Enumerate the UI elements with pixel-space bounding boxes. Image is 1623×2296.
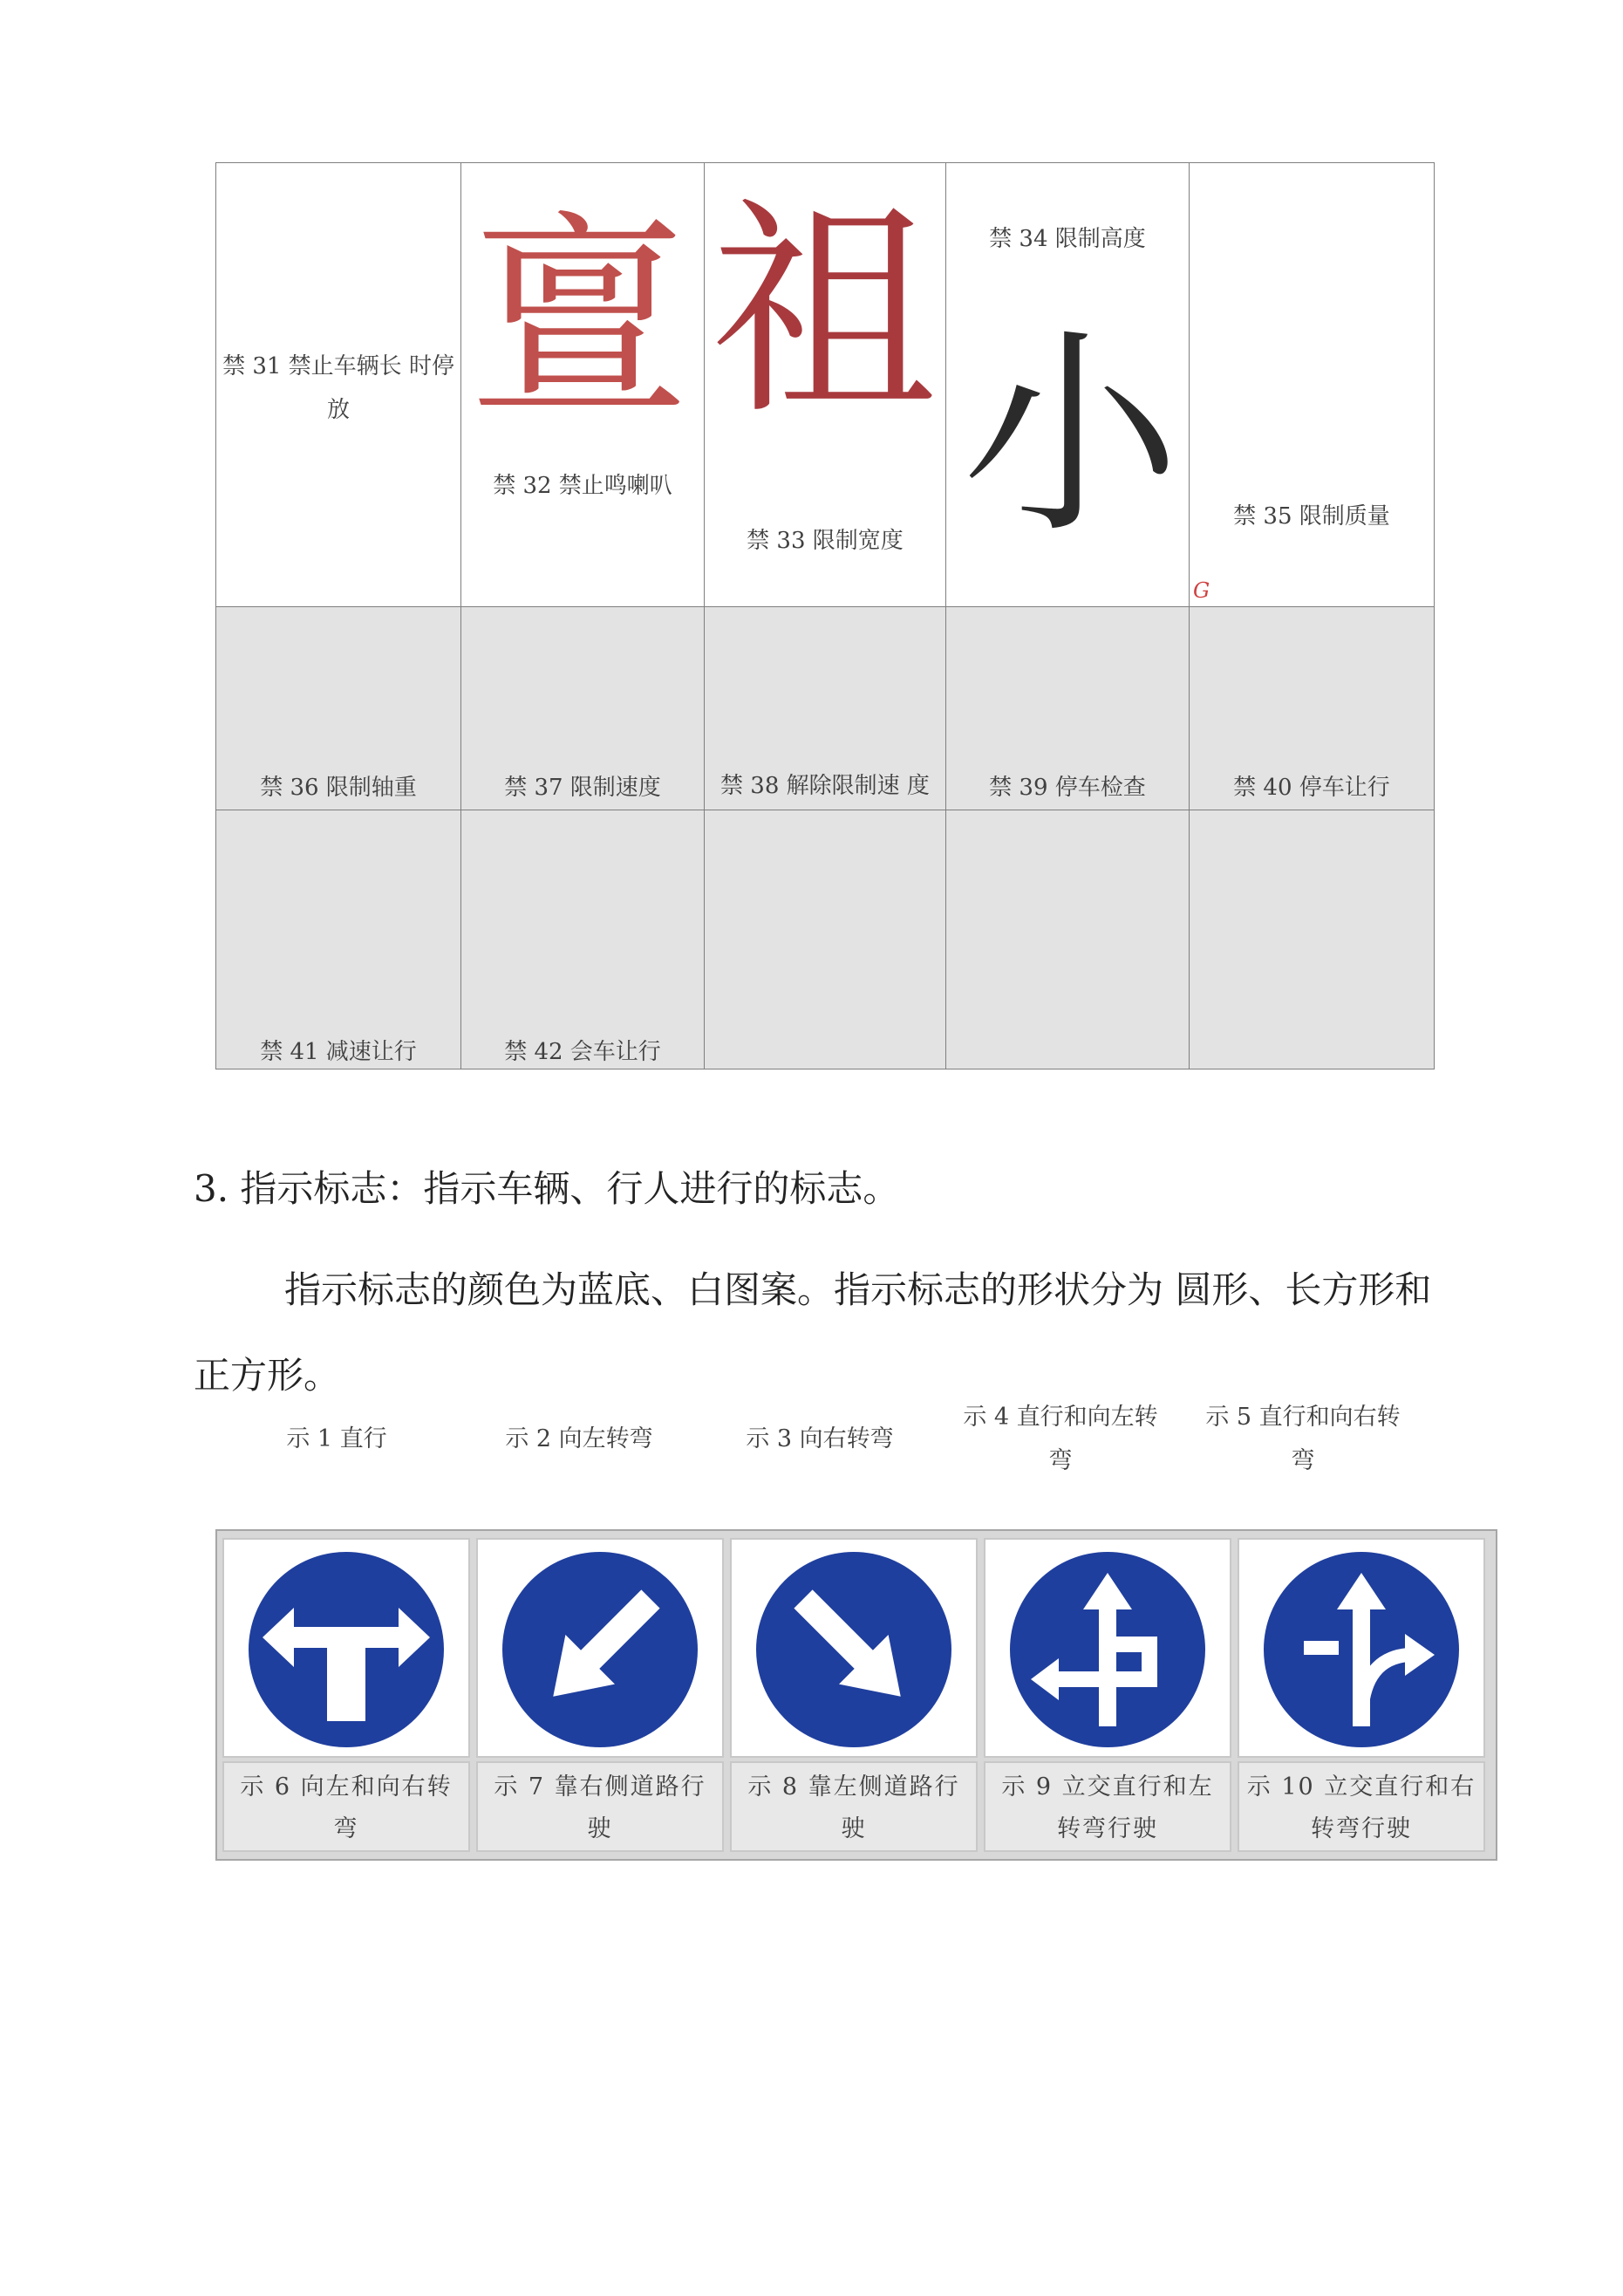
sign-caption: 禁 34 限制高度 — [989, 226, 1146, 252]
sign-cell-39 — [945, 607, 1189, 810]
sign-cell-31 — [216, 163, 461, 607]
sign-caption: 禁 36 限制轴重 — [260, 775, 417, 801]
indicative-label: 示 1 直行 — [286, 1425, 387, 1452]
left-and-right-turn-icon — [240, 1547, 453, 1753]
sign-cell-33 — [705, 163, 946, 607]
sign-caption: 禁 38 解除限制速 度 — [720, 773, 930, 799]
sign-caption: 示 9 立交直行和左转弯行驶 — [984, 1761, 1231, 1852]
sign-caption: 示 7 靠右侧道路行驶 — [476, 1761, 724, 1852]
sign-cell-34 — [945, 163, 1189, 607]
sign-cell-35 — [1189, 163, 1434, 607]
sign-image-cell — [476, 1538, 724, 1758]
sign-cell-38 — [705, 607, 946, 810]
indicative-label: 示 2 向左转弯 — [505, 1425, 653, 1452]
sign-glyph: 亶 — [470, 190, 689, 444]
indicative-label-row — [215, 1396, 1435, 1474]
sign-caption: 禁 41 减速让行 — [260, 1039, 417, 1065]
empty-cell — [1189, 810, 1434, 1069]
sign-glyph: 小 — [961, 309, 1180, 563]
sign-caption: 禁 37 限制速度 — [504, 775, 661, 801]
indicative-label: 示 5 直行和向右转弯 — [1205, 1404, 1401, 1474]
section-heading: 3. 指示标志：指示车辆、行人进行的标志。 — [194, 1167, 900, 1210]
sign-cell-32 — [461, 163, 705, 607]
sign-caption: 禁 33 限制宽度 — [747, 528, 904, 554]
section-paragraph: 指示标志的颜色为蓝底、白图案。指示标志的形状分为 圆形、长方形和正方形。 — [194, 1268, 1432, 1397]
sign-image-cell — [730, 1538, 978, 1758]
sign-caption: 禁 39 停车检查 — [989, 775, 1146, 801]
sign-image-cell — [222, 1538, 470, 1758]
sign-mark: G — [1192, 578, 1210, 603]
empty-cell — [705, 810, 946, 1069]
sign-cell-40 — [1189, 607, 1434, 810]
sign-cell-37 — [461, 607, 705, 810]
interchange-straight-right-icon — [1255, 1547, 1468, 1753]
keep-right-icon — [494, 1547, 706, 1753]
sign-caption: 禁 35 限制质量 — [1233, 503, 1390, 530]
sign-image-cell — [984, 1538, 1231, 1758]
sign-caption: 示 8 靠左侧道路行驶 — [730, 1761, 978, 1852]
sign-caption: 禁 31 禁止车辆长 时停放 — [222, 353, 454, 423]
sign-caption: 禁 42 会车让行 — [504, 1039, 661, 1065]
empty-cell — [945, 810, 1189, 1069]
sign-caption: 禁 40 停车让行 — [1233, 775, 1390, 801]
indicative-label: 示 3 向右转弯 — [746, 1425, 894, 1452]
sign-caption: 示 10 立交直行和右转弯行驶 — [1238, 1761, 1485, 1852]
sign-caption: 禁 32 禁止鸣喇叭 — [493, 473, 672, 499]
indicative-sign-grid — [215, 1529, 1497, 1861]
sign-cell-41 — [216, 810, 461, 1069]
interchange-straight-left-icon — [1001, 1547, 1214, 1753]
indicative-label: 示 4 直行和向左转弯 — [963, 1404, 1158, 1474]
prohibition-sign-table — [215, 162, 1435, 1069]
sign-glyph: 祖 — [710, 179, 938, 445]
sign-cell-36 — [216, 607, 461, 810]
sign-cell-42 — [461, 810, 705, 1069]
sign-caption: 示 6 向左和向右转弯 — [222, 1761, 470, 1852]
sign-image-cell — [1238, 1538, 1485, 1758]
keep-left-icon — [747, 1547, 960, 1753]
